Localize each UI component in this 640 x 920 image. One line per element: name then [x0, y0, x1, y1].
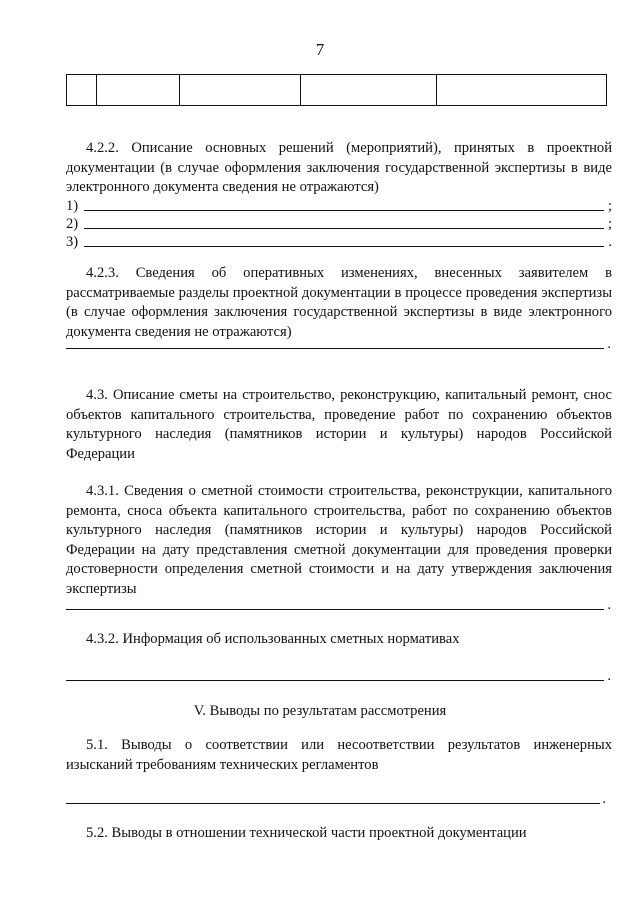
fill-in-line [84, 246, 604, 247]
list-item-end: ; [607, 198, 612, 214]
table-row [67, 75, 607, 106]
list-item [66, 215, 612, 233]
line-end-mark: . [602, 791, 606, 807]
section-5-2-text: 5.2. Выводы в отношении технической части проектной документации [86, 825, 527, 841]
fill-in-line [66, 597, 612, 613]
page-number: 7 [315, 40, 325, 59]
table-cell [301, 75, 437, 106]
list-item [66, 197, 612, 215]
line-end-mark: . [607, 336, 611, 352]
section-4-3-text: 4.3. Описание сметы на строительство, реконструкцию, капитальный ремонт, снос объектов капитального строительства, проведение работ по сохранению объектов культурного наследия (памятников истории и культуры) народов Российской Федерации [66, 387, 612, 462]
list-item-number: 2) [66, 216, 79, 232]
list-item-end: ; [607, 216, 612, 232]
table-cell [180, 75, 301, 106]
fill-in-line [66, 336, 612, 352]
list-item-number: 1) [66, 198, 79, 214]
section-4-2-3-text: 4.2.3. Сведения об оперативных изменениях, внесенных заявителем в рассматриваемые разделы проектной документации в процессе проведения экспертизы (в случае оформления заключения государственной экспертизы в виде электронного документа сведения не отражаются) [66, 265, 612, 340]
list-item [66, 233, 612, 251]
section-4-3-2-text: 4.3.2. Информация об использованных сметных нормативах [86, 631, 460, 647]
line-end-mark: . [607, 597, 611, 613]
fill-in-line [84, 210, 604, 211]
fill-in-line [66, 668, 612, 684]
fill-in-line [66, 791, 612, 807]
section-v-title: V. Выводы по результатам рассмотрения [193, 703, 447, 719]
list-item-number: 3) [66, 234, 79, 250]
section-5-1-text: 5.1. Выводы о соответствии или несоответствии результатов инженерных изысканий требованиям технических регламентов [66, 737, 612, 773]
section-4-2-2-text: 4.2.2. Описание основных решений (мероприятий), принятых в проектной документации (в случае оформления заключения государственной экспертизы в виде электронного документа сведения не отражаются) [66, 140, 612, 196]
fill-in-line [84, 228, 604, 229]
table-cell [97, 75, 180, 106]
line-end-mark: . [607, 668, 611, 684]
table-cell [67, 75, 97, 106]
header-table [66, 74, 607, 106]
table-cell [437, 75, 607, 106]
list-item-end: . [608, 234, 612, 250]
section-4-3-1-text: 4.3.1. Сведения о сметной стоимости строительства, реконструкции, капитального ремонта, сноса объекта капитального строительства, работ по сохранению объектов культурного наследия (памятников истории и культуры) народов Российской Федерации на дату представления сметной документации для проведения проверки достоверности определения сметной стоимости и на дату утверждения заключения экспертизы [66, 483, 612, 597]
